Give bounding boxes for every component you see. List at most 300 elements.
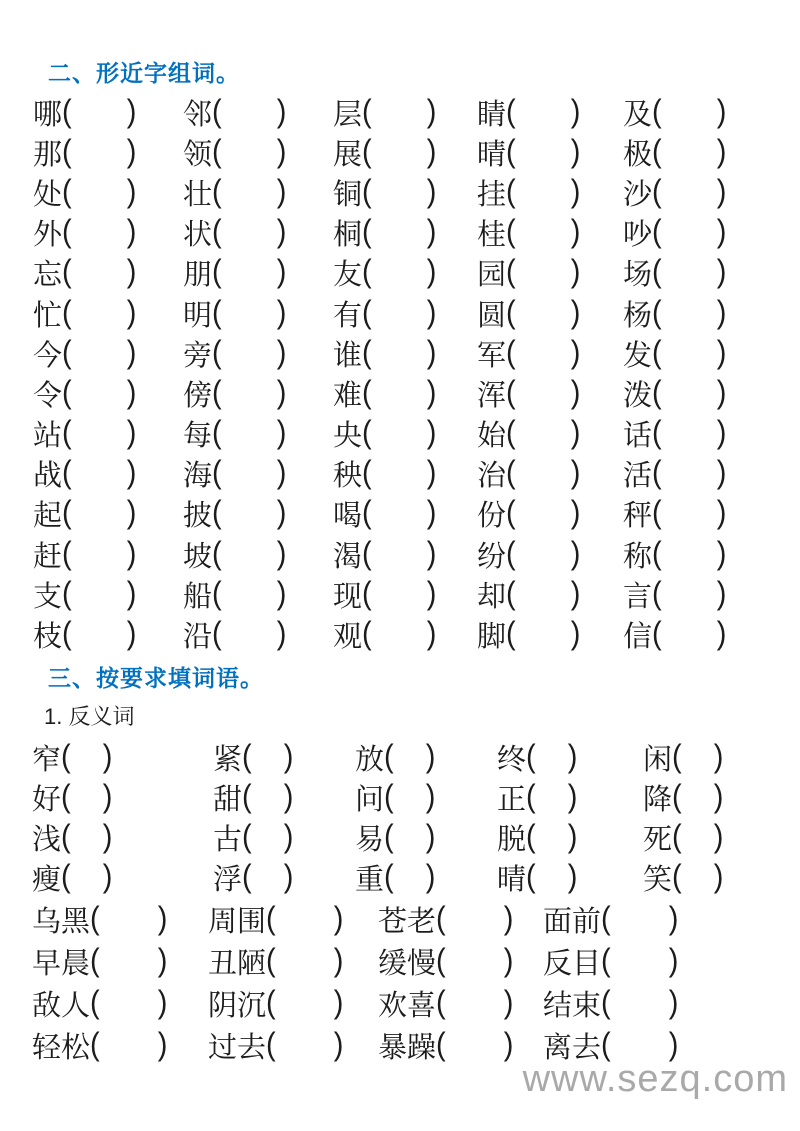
word-blank-cell [32, 777, 213, 818]
answer-blank [536, 837, 568, 838]
prompt-word: 朋 [183, 259, 213, 292]
answer-blank [72, 473, 127, 474]
open-paren: ( [212, 455, 222, 492]
open-paren: ( [62, 93, 72, 130]
close-paren: ) [425, 858, 436, 895]
open-paren: ( [652, 254, 662, 291]
answer-blank [662, 554, 717, 555]
word-blank-cell [497, 817, 643, 858]
answer-blank [611, 1045, 669, 1046]
word-blank-cell [333, 293, 477, 334]
open-paren: ( [362, 455, 372, 492]
word-blank-cell [33, 453, 183, 494]
open-paren: ( [362, 415, 372, 451]
open-paren: ( [362, 334, 372, 371]
open-paren: ( [62, 535, 72, 572]
prompt-word: 正 [497, 783, 527, 816]
answer-blank [446, 1045, 504, 1046]
prompt-word: 笑 [643, 863, 673, 896]
prompt-word: 死 [643, 823, 673, 856]
word-blank-cell [623, 614, 773, 655]
word-blank-cell [33, 614, 183, 655]
word-blank-cell [333, 574, 477, 615]
prompt-word: 份 [477, 500, 507, 533]
answer-blank [516, 433, 571, 434]
open-paren: ( [242, 818, 252, 855]
word-blank-cell [183, 92, 333, 133]
close-paren: ) [426, 294, 437, 331]
close-paren: ) [126, 294, 137, 331]
open-paren: ( [652, 334, 662, 371]
word-blank-cell [378, 899, 543, 940]
word-blank-cell [333, 534, 477, 575]
answer-blank [222, 393, 277, 394]
prompt-word: 暴躁 [378, 1031, 437, 1064]
close-paren: ) [102, 778, 113, 815]
word-blank-cell [213, 777, 355, 818]
prompt-word: 旁 [183, 339, 213, 372]
close-paren: ) [283, 738, 294, 775]
word-blank-cell [183, 172, 333, 213]
close-paren: ) [716, 415, 727, 451]
close-paren: ) [567, 858, 578, 895]
open-paren: ( [526, 818, 536, 855]
close-paren: ) [276, 173, 287, 210]
word-blank-cell [643, 777, 793, 818]
close-paren: ) [126, 415, 137, 451]
open-paren: ( [436, 984, 446, 1021]
prompt-word: 晴 [497, 863, 527, 896]
prompt-word: 沙 [623, 178, 653, 211]
answer-blank [516, 393, 571, 394]
word-blank-cell [543, 983, 723, 1024]
prompt-word: 桐 [333, 219, 363, 252]
open-paren: ( [266, 900, 276, 937]
word-blank-cell [208, 899, 378, 940]
prompt-word: 起 [33, 500, 63, 533]
open-paren: ( [266, 984, 276, 1021]
prompt-word: 活 [623, 460, 653, 493]
prompt-word: 信 [623, 621, 653, 654]
word-blank-cell [623, 493, 773, 534]
open-paren: ( [62, 455, 72, 492]
open-paren: ( [601, 984, 611, 1021]
close-paren: ) [333, 900, 344, 937]
close-paren: ) [157, 984, 168, 1021]
close-paren: ) [503, 942, 514, 979]
open-paren: ( [62, 294, 72, 331]
prompt-word: 海 [183, 460, 213, 493]
close-paren: ) [126, 455, 137, 492]
antonyms-single-char-grid [0, 737, 800, 897]
open-paren: ( [506, 334, 516, 371]
prompt-word: 欢喜 [378, 989, 437, 1022]
prompt-word: 明 [183, 299, 213, 332]
open-paren: ( [62, 415, 72, 451]
prompt-word: 观 [333, 621, 363, 654]
word-blank-cell [477, 534, 623, 575]
open-paren: ( [672, 858, 682, 895]
open-paren: ( [652, 133, 662, 170]
worksheet-row [0, 817, 800, 857]
word-blank-cell [183, 453, 333, 494]
close-paren: ) [668, 1026, 679, 1063]
answer-blank [536, 757, 568, 758]
open-paren: ( [362, 93, 372, 130]
prompt-word: 面前 [543, 905, 602, 938]
close-paren: ) [283, 818, 294, 855]
open-paren: ( [652, 495, 662, 532]
word-blank-cell [33, 574, 183, 615]
answer-blank [662, 634, 717, 635]
close-paren: ) [716, 173, 727, 210]
answer-blank [682, 797, 714, 798]
open-paren: ( [212, 334, 222, 371]
close-paren: ) [276, 455, 287, 492]
open-paren: ( [362, 133, 372, 170]
word-blank-cell [33, 212, 183, 253]
close-paren: ) [716, 535, 727, 572]
answer-blank [372, 393, 427, 394]
answer-blank [222, 152, 277, 153]
prompt-word: 支 [33, 580, 63, 613]
open-paren: ( [672, 738, 682, 775]
close-paren: ) [126, 214, 137, 251]
word-blank-cell [477, 493, 623, 534]
word-blank-cell [378, 941, 543, 982]
answer-blank [662, 594, 717, 595]
open-paren: ( [266, 942, 276, 979]
section-2-heading: 二、形近字组词。 [48, 60, 240, 86]
prompt-word: 桂 [477, 219, 507, 252]
open-paren: ( [506, 214, 516, 251]
prompt-word: 瘦 [32, 863, 62, 896]
answer-blank [682, 837, 714, 838]
answer-blank [516, 513, 571, 514]
close-paren: ) [570, 334, 581, 371]
prompt-word: 友 [333, 259, 363, 292]
word-blank-cell [477, 333, 623, 374]
answer-blank [72, 433, 127, 434]
close-paren: ) [570, 495, 581, 532]
close-paren: ) [126, 173, 137, 210]
close-paren: ) [716, 214, 727, 251]
word-blank-cell [497, 737, 643, 778]
open-paren: ( [506, 495, 516, 532]
answer-blank [372, 152, 427, 153]
close-paren: ) [426, 173, 437, 210]
word-blank-cell [623, 132, 773, 173]
prompt-word: 话 [623, 420, 653, 453]
worksheet-row [0, 534, 800, 574]
prompt-word: 圆 [477, 299, 507, 332]
answer-blank [394, 757, 426, 758]
close-paren: ) [716, 93, 727, 130]
open-paren: ( [526, 738, 536, 775]
open-paren: ( [62, 334, 72, 371]
open-paren: ( [526, 778, 536, 815]
close-paren: ) [716, 294, 727, 331]
answer-blank [72, 393, 127, 394]
answer-blank [276, 919, 334, 920]
prompt-word: 今 [33, 339, 63, 372]
open-paren: ( [362, 254, 372, 291]
open-paren: ( [362, 616, 372, 652]
prompt-word: 杨 [623, 299, 653, 332]
close-paren: ) [570, 93, 581, 130]
worksheet-row [0, 982, 800, 1024]
close-paren: ) [102, 858, 113, 895]
open-paren: ( [506, 133, 516, 170]
answer-blank [611, 1003, 669, 1004]
prompt-word: 放 [355, 743, 385, 776]
open-paren: ( [212, 374, 222, 411]
open-paren: ( [212, 294, 222, 331]
open-paren: ( [62, 616, 72, 652]
answer-blank [372, 112, 427, 113]
close-paren: ) [716, 374, 727, 411]
prompt-word: 赶 [33, 540, 63, 573]
open-paren: ( [506, 173, 516, 210]
answer-blank [276, 961, 334, 962]
word-blank-cell [333, 413, 477, 454]
close-paren: ) [716, 133, 727, 170]
close-paren: ) [426, 334, 437, 371]
word-blank-cell [477, 453, 623, 494]
word-blank-cell [32, 983, 208, 1024]
prompt-word: 傍 [183, 379, 213, 412]
word-blank-cell [183, 413, 333, 454]
close-paren: ) [570, 214, 581, 251]
prompt-word: 吵 [623, 219, 653, 252]
open-paren: ( [506, 415, 516, 451]
answer-blank [72, 232, 127, 233]
word-blank-cell [32, 941, 208, 982]
answer-blank [372, 192, 427, 193]
word-blank-cell [183, 132, 333, 173]
close-paren: ) [716, 616, 727, 652]
open-paren: ( [212, 616, 222, 652]
word-blank-cell [355, 857, 497, 898]
close-paren: ) [570, 374, 581, 411]
prompt-word: 令 [33, 379, 63, 412]
prompt-word: 睛 [477, 98, 507, 131]
answer-blank [662, 513, 717, 514]
word-blank-cell [477, 212, 623, 253]
answer-blank [662, 353, 717, 354]
word-blank-cell [213, 817, 355, 858]
prompt-word: 离去 [543, 1031, 602, 1064]
answer-blank [516, 473, 571, 474]
open-paren: ( [506, 575, 516, 612]
word-blank-cell [333, 172, 477, 213]
prompt-word: 展 [333, 138, 363, 171]
prompt-word: 挂 [477, 178, 507, 211]
answer-blank [252, 877, 284, 878]
prompt-word: 缓慢 [378, 947, 437, 980]
close-paren: ) [126, 495, 137, 532]
prompt-word: 窄 [32, 743, 62, 776]
open-paren: ( [672, 778, 682, 815]
word-blank-cell [543, 941, 723, 982]
prompt-word: 战 [33, 460, 63, 493]
open-paren: ( [90, 900, 100, 937]
open-paren: ( [266, 1026, 276, 1063]
close-paren: ) [102, 818, 113, 855]
open-paren: ( [601, 900, 611, 937]
open-paren: ( [62, 254, 72, 291]
word-blank-cell [477, 132, 623, 173]
answer-blank [72, 513, 127, 514]
close-paren: ) [426, 415, 437, 451]
open-paren: ( [61, 778, 71, 815]
close-paren: ) [126, 254, 137, 291]
answer-blank [516, 554, 571, 555]
close-paren: ) [716, 575, 727, 612]
open-paren: ( [362, 374, 372, 411]
open-paren: ( [652, 415, 662, 451]
prompt-word: 轻松 [32, 1031, 91, 1064]
answer-blank [662, 313, 717, 314]
prompt-word: 结束 [543, 989, 602, 1022]
close-paren: ) [570, 415, 581, 451]
close-paren: ) [276, 495, 287, 532]
open-paren: ( [384, 738, 394, 775]
open-paren: ( [526, 858, 536, 895]
open-paren: ( [62, 495, 72, 532]
prompt-word: 壮 [183, 178, 213, 211]
open-paren: ( [652, 575, 662, 612]
prompt-word: 却 [477, 580, 507, 613]
answer-blank [222, 513, 277, 514]
close-paren: ) [283, 858, 294, 895]
word-blank-cell [33, 252, 183, 293]
word-blank-cell [477, 373, 623, 414]
open-paren: ( [436, 942, 446, 979]
prompt-word: 领 [183, 138, 213, 171]
open-paren: ( [652, 616, 662, 652]
answer-blank [222, 313, 277, 314]
close-paren: ) [276, 214, 287, 251]
answer-blank [100, 1045, 158, 1046]
prompt-word: 秧 [333, 460, 363, 493]
prompt-word: 终 [497, 743, 527, 776]
close-paren: ) [283, 778, 294, 815]
answer-blank [222, 554, 277, 555]
word-blank-cell [477, 413, 623, 454]
open-paren: ( [652, 294, 662, 331]
open-paren: ( [212, 535, 222, 572]
answer-blank [516, 272, 571, 273]
open-paren: ( [61, 818, 71, 855]
open-paren: ( [362, 495, 372, 532]
word-blank-cell [333, 493, 477, 534]
answer-blank [222, 634, 277, 635]
open-paren: ( [90, 984, 100, 1021]
word-blank-cell [333, 614, 477, 655]
answer-blank [100, 1003, 158, 1004]
answer-blank [71, 877, 103, 878]
answer-blank [72, 634, 127, 635]
prompt-word: 军 [477, 339, 507, 372]
close-paren: ) [570, 254, 581, 291]
close-paren: ) [276, 415, 287, 451]
prompt-word: 有 [333, 299, 363, 332]
answer-blank [372, 313, 427, 314]
prompt-word: 好 [32, 783, 62, 816]
answer-blank [516, 192, 571, 193]
similar-characters-grid [0, 92, 800, 655]
prompt-word: 反目 [543, 947, 602, 980]
open-paren: ( [506, 254, 516, 291]
word-blank-cell [183, 293, 333, 334]
close-paren: ) [668, 984, 679, 1021]
prompt-word: 园 [477, 259, 507, 292]
word-blank-cell [32, 857, 213, 898]
word-blank-cell [355, 817, 497, 858]
open-paren: ( [90, 942, 100, 979]
close-paren: ) [126, 575, 137, 612]
open-paren: ( [212, 214, 222, 251]
close-paren: ) [716, 495, 727, 532]
answer-blank [372, 232, 427, 233]
close-paren: ) [276, 374, 287, 411]
prompt-word: 央 [333, 420, 363, 453]
word-blank-cell [333, 252, 477, 293]
open-paren: ( [652, 93, 662, 130]
word-blank-cell [33, 333, 183, 374]
answer-blank [100, 919, 158, 920]
word-blank-cell [208, 941, 378, 982]
open-paren: ( [362, 535, 372, 572]
answer-blank [222, 473, 277, 474]
answer-blank [516, 232, 571, 233]
close-paren: ) [157, 1026, 168, 1063]
word-blank-cell [183, 574, 333, 615]
word-blank-cell [643, 857, 793, 898]
prompt-word: 重 [355, 863, 385, 896]
close-paren: ) [276, 535, 287, 572]
answer-blank [536, 797, 568, 798]
answer-blank [662, 192, 717, 193]
close-paren: ) [126, 93, 137, 130]
word-blank-cell [355, 777, 497, 818]
prompt-word: 铜 [333, 178, 363, 211]
word-blank-cell [355, 737, 497, 778]
word-blank-cell [623, 413, 773, 454]
answer-blank [72, 112, 127, 113]
open-paren: ( [242, 738, 252, 775]
site-watermark: www.sezq.com [522, 1058, 788, 1100]
prompt-word: 沿 [183, 621, 213, 654]
worksheet-row [0, 494, 800, 534]
word-blank-cell [32, 737, 213, 778]
answer-blank [222, 594, 277, 595]
answer-blank [662, 393, 717, 394]
prompt-word: 难 [333, 379, 363, 412]
close-paren: ) [276, 294, 287, 331]
close-paren: ) [668, 942, 679, 979]
prompt-word: 披 [183, 500, 213, 533]
close-paren: ) [426, 495, 437, 532]
word-blank-cell [477, 252, 623, 293]
open-paren: ( [212, 495, 222, 532]
prompt-word: 层 [333, 98, 363, 131]
word-blank-cell [183, 493, 333, 534]
answer-blank [536, 877, 568, 878]
answer-blank [394, 797, 426, 798]
worksheet-row [0, 414, 800, 454]
